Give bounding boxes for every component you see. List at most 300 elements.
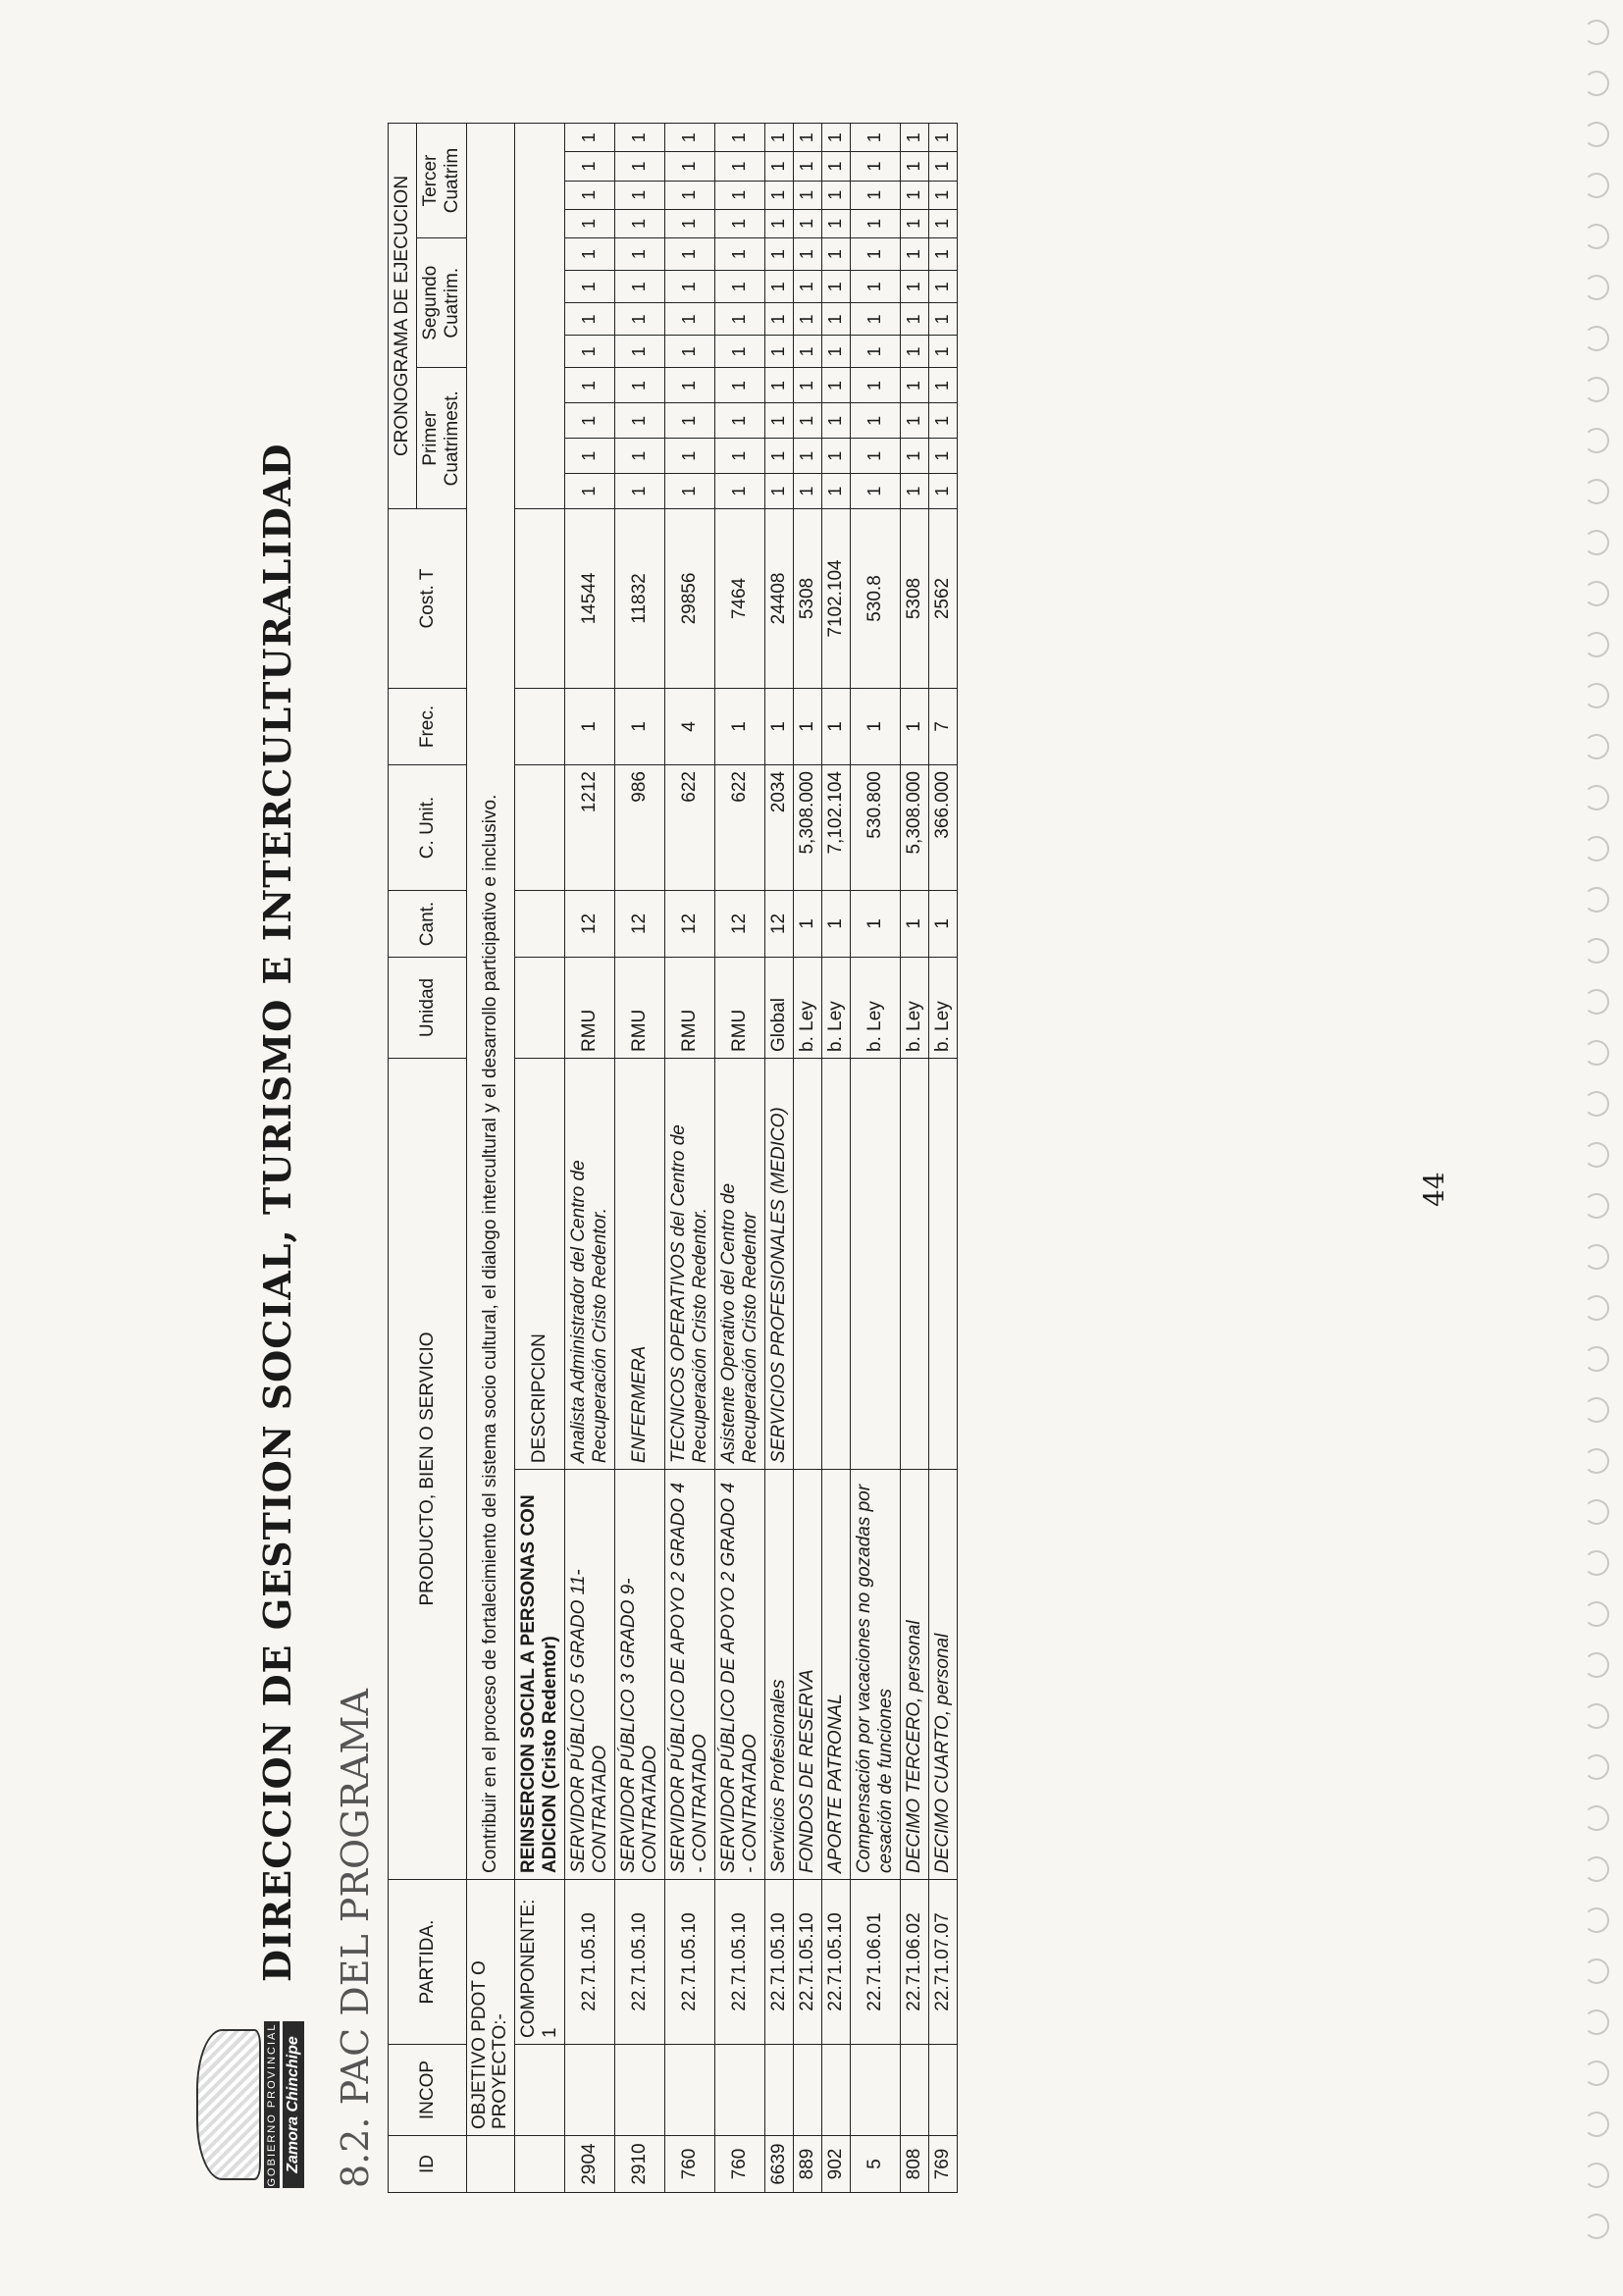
cell-producto: SERVIDOR PÚBLICO DE APOYO 2 GRADO 4 - CONTRATADO	[664, 1470, 714, 1880]
header-cant: Cant.	[389, 891, 467, 958]
main-title: DIRECCION DE GESTION SOCIAL, TURISMO E INTERCULTURALIDAD	[255, 443, 299, 1982]
cronograma-mark: 1	[614, 271, 664, 303]
cell-partida: 22.71.05.10	[614, 1880, 664, 2045]
cronograma-mark: 1	[764, 152, 793, 181]
cronograma-mark: 1	[614, 238, 664, 271]
binder-hole	[1584, 1703, 1609, 1729]
cronograma-mark: 1	[564, 439, 614, 474]
binder-hole	[1584, 1346, 1609, 1372]
cronograma-mark: 1	[664, 439, 714, 474]
cronograma-mark: 1	[900, 209, 928, 237]
cell-incop	[564, 2045, 614, 2136]
cronograma-mark: 1	[821, 439, 850, 474]
componente-id-cell	[514, 2136, 564, 2193]
cronograma-mark: 1	[564, 124, 614, 152]
cronograma-mark: 1	[714, 152, 764, 181]
binder-hole	[1584, 1652, 1609, 1678]
cell-descripcion	[821, 1059, 850, 1470]
cronograma-mark: 1	[928, 368, 957, 403]
cronograma-mark: 1	[821, 124, 850, 152]
cronograma-mark: 1	[614, 209, 664, 237]
binder-hole	[1584, 632, 1609, 657]
cell-descripcion: SERVICIOS PROFESIONALES (MEDICO)	[764, 1059, 793, 1470]
binder-hole	[1584, 173, 1609, 198]
binder-hole	[1584, 1448, 1609, 1474]
logo-line2: Zamora Chinchipe	[283, 2021, 304, 2188]
cronograma-mark: 1	[564, 403, 614, 439]
cell-cant: 1	[900, 891, 928, 958]
binder-hole	[1584, 326, 1609, 351]
cell-frec: 7	[928, 689, 957, 765]
cronograma-mark: 1	[664, 152, 714, 181]
cronograma-mark: 1	[928, 474, 957, 509]
cronograma-mark: 1	[793, 474, 821, 509]
cronograma-mark: 1	[664, 368, 714, 403]
cell-costt: 24408	[764, 509, 793, 689]
cronograma-mark: 1	[564, 238, 614, 271]
cell-descripcion	[900, 1059, 928, 1470]
objetivo-id-cell	[467, 2136, 515, 2193]
cell-partida: 22.71.06.02	[900, 1880, 928, 2045]
binder-hole	[1584, 1193, 1609, 1219]
cronograma-mark: 1	[664, 181, 714, 209]
cell-descripcion	[793, 1059, 821, 1470]
cronograma-mark: 1	[664, 336, 714, 368]
cell-id: 760	[664, 2136, 714, 2193]
componente-label: COMPONENTE: 1	[514, 1880, 564, 2045]
cronograma-mark: 1	[900, 238, 928, 271]
cronograma-mark: 1	[564, 368, 614, 403]
binder-hole	[1584, 1040, 1609, 1066]
header-cunit: C. Unit.	[389, 765, 467, 891]
header-primer: Primer Cuatrimest.	[417, 368, 467, 509]
cell-cant: 1	[821, 891, 850, 958]
cronograma-mark: 1	[850, 124, 900, 152]
cronograma-mark: 1	[821, 209, 850, 237]
binder-hole	[1584, 1550, 1609, 1576]
componente-text: REINSERCION SOCIAL A PERSONAS CON ADICION (Cristo Redentor)	[514, 1470, 564, 1880]
cronograma-mark: 1	[900, 124, 928, 152]
objetivo-text: Contribuir en el proceso de fortalecimiento del sistema socio cultural, el dialogo intercultural y el desarrollo participativo e inclusivo.	[467, 124, 515, 1880]
cell-costt: 14544	[564, 509, 614, 689]
cell-id: 5	[850, 2136, 900, 2193]
cronograma-mark: 1	[564, 271, 614, 303]
cell-costt: 2562	[928, 509, 957, 689]
cell-cunit: 7,102.104	[821, 765, 850, 891]
cell-id: 808	[900, 2136, 928, 2193]
table-row	[900, 124, 928, 2193]
pac-table	[388, 123, 958, 2193]
cronograma-mark: 1	[850, 209, 900, 237]
cronograma-mark: 1	[821, 336, 850, 368]
cronograma-mark: 1	[664, 303, 714, 336]
cell-frec: 1	[793, 689, 821, 765]
cell-partida: 22.71.05.10	[821, 1880, 850, 2045]
cronograma-mark: 1	[900, 181, 928, 209]
cronograma-mark: 1	[714, 271, 764, 303]
binder-hole	[1584, 1907, 1609, 1933]
cronograma-mark: 1	[714, 474, 764, 509]
cell-producto: SERVIDOR PÚBLICO DE APOYO 2 GRADO 4 - CONTRATADO	[714, 1470, 764, 1880]
cronograma-mark: 1	[928, 336, 957, 368]
cronograma-mark: 1	[664, 271, 714, 303]
cell-cant: 12	[764, 891, 793, 958]
binder-hole	[1584, 1805, 1609, 1831]
cell-unidad: Global	[764, 958, 793, 1059]
cronograma-mark: 1	[764, 238, 793, 271]
logo-line1: GOBIERNO PROVINCIAL	[266, 2022, 278, 2187]
header-cronograma: CRONOGRAMA DE EJECUCION	[389, 124, 417, 509]
cell-incop	[850, 2045, 900, 2136]
cronograma-mark: 1	[928, 271, 957, 303]
cronograma-mark: 1	[900, 271, 928, 303]
cell-costt: 7464	[714, 509, 764, 689]
cell-costt: 5308	[900, 509, 928, 689]
table-row	[614, 124, 664, 2193]
cell-incop	[900, 2045, 928, 2136]
cronograma-mark: 1	[793, 303, 821, 336]
binder-hole	[1584, 224, 1609, 249]
header-incop: INCOP	[389, 2045, 467, 2136]
binder-hole	[1584, 122, 1609, 147]
table-row	[664, 124, 714, 2193]
cell-id: 2910	[614, 2136, 664, 2193]
cronograma-mark: 1	[793, 403, 821, 439]
cronograma-mark: 1	[821, 181, 850, 209]
cell-frec: 1	[850, 689, 900, 765]
header-id: ID	[389, 2136, 467, 2193]
cronograma-mark: 1	[714, 238, 764, 271]
cronograma-mark: 1	[793, 368, 821, 403]
cell-unidad: b. Ley	[928, 958, 957, 1059]
cronograma-mark: 1	[614, 124, 664, 152]
cell-unidad: b. Ley	[821, 958, 850, 1059]
cronograma-mark: 1	[764, 303, 793, 336]
cronograma-mark: 1	[850, 303, 900, 336]
cronograma-mark: 1	[564, 474, 614, 509]
header-frec: Frec.	[389, 689, 467, 765]
cell-costt: 29856	[664, 509, 714, 689]
cronograma-mark: 1	[850, 368, 900, 403]
objetivo-label: OBJETIVO PDOT O PROYECTO:-	[467, 1880, 515, 2136]
cell-partida: 22.71.05.10	[714, 1880, 764, 2045]
cell-frec: 1	[564, 689, 614, 765]
cronograma-mark: 1	[900, 336, 928, 368]
cell-incop	[764, 2045, 793, 2136]
cell-partida: 22.71.05.10	[564, 1880, 614, 2045]
cronograma-mark: 1	[764, 439, 793, 474]
binder-hole	[1584, 2061, 1609, 2086]
binder-hole	[1584, 275, 1609, 300]
cronograma-mark: 1	[714, 336, 764, 368]
binder-hole	[1584, 428, 1609, 453]
cell-unidad: RMU	[664, 958, 714, 1059]
cronograma-mark: 1	[764, 209, 793, 237]
cronograma-mark: 1	[793, 439, 821, 474]
cronograma-mark: 1	[714, 368, 764, 403]
binder-hole	[1584, 785, 1609, 810]
cell-producto: SERVIDOR PÚBLICO 3 GRADO 9- CONTRATADO	[614, 1470, 664, 1880]
cronograma-mark: 1	[714, 181, 764, 209]
cell-producto: DECIMO CUARTO, personal	[928, 1470, 957, 1880]
binder-hole	[1584, 479, 1609, 504]
header-partida: PARTIDA.	[389, 1880, 467, 2045]
cell-unidad: b. Ley	[793, 958, 821, 1059]
header-costt: Cost. T	[389, 509, 467, 689]
binder-hole	[1584, 1856, 1609, 1882]
cell-cunit: 622	[714, 765, 764, 891]
binder-hole	[1584, 1754, 1609, 1780]
cronograma-mark: 1	[564, 209, 614, 237]
section-title: 8.2. PAC DEL PROGRAMA	[334, 1689, 377, 2188]
cell-cant: 12	[664, 891, 714, 958]
cronograma-mark: 1	[928, 238, 957, 271]
cronograma-mark: 1	[850, 238, 900, 271]
binder-hole	[1584, 20, 1609, 45]
cell-producto: DECIMO TERCERO, personal	[900, 1470, 928, 1880]
cronograma-mark: 1	[614, 303, 664, 336]
cell-id: 889	[793, 2136, 821, 2193]
table-row	[928, 124, 957, 2193]
cell-unidad: b. Ley	[850, 958, 900, 1059]
cronograma-mark: 1	[900, 368, 928, 403]
cronograma-mark: 1	[821, 368, 850, 403]
cell-cunit: 5,308.000	[793, 765, 821, 891]
cell-unidad: RMU	[614, 958, 664, 1059]
cronograma-mark: 1	[714, 403, 764, 439]
binder-hole	[1584, 683, 1609, 708]
cronograma-mark: 1	[900, 152, 928, 181]
cell-cant: 12	[714, 891, 764, 958]
cronograma-mark: 1	[564, 181, 614, 209]
cronograma-mark: 1	[764, 368, 793, 403]
header-segundo: Segundo Cuatrim.	[417, 238, 467, 368]
cronograma-mark: 1	[928, 209, 957, 237]
cell-id: 902	[821, 2136, 850, 2193]
cronograma-mark: 1	[714, 209, 764, 237]
cell-cant: 12	[564, 891, 614, 958]
cell-id: 6639	[764, 2136, 793, 2193]
cell-partida: 22.71.06.01	[850, 1880, 900, 2045]
binder-hole	[1584, 887, 1609, 913]
cell-producto: SERVIDOR PÚBLICO 5 GRADO 11- CONTRATADO	[564, 1470, 614, 1880]
cronograma-mark: 1	[614, 336, 664, 368]
cell-descripcion: ENFERMERA	[614, 1059, 664, 1470]
cronograma-mark: 1	[928, 181, 957, 209]
cell-cunit: 530.800	[850, 765, 900, 891]
cronograma-mark: 1	[850, 271, 900, 303]
componente-row	[514, 124, 564, 2193]
cell-frec: 1	[614, 689, 664, 765]
cell-unidad: b. Ley	[900, 958, 928, 1059]
cronograma-mark: 1	[564, 152, 614, 181]
cell-partida: 22.71.05.10	[793, 1880, 821, 2045]
table-row	[850, 124, 900, 2193]
table-row	[821, 124, 850, 2193]
cronograma-mark: 1	[664, 238, 714, 271]
binder-hole	[1584, 989, 1609, 1015]
cell-partida: 22.71.05.10	[664, 1880, 714, 2045]
cronograma-mark: 1	[614, 368, 664, 403]
cell-costt: 530.8	[850, 509, 900, 689]
binder-hole	[1584, 530, 1609, 555]
cronograma-mark: 1	[614, 152, 664, 181]
binder-hole	[1584, 581, 1609, 606]
cell-id: 2904	[564, 2136, 614, 2193]
cell-producto: APORTE PATRONAL	[821, 1470, 850, 1880]
binder-hole	[1584, 1397, 1609, 1423]
header-row-1	[389, 124, 417, 2193]
cronograma-mark: 1	[850, 181, 900, 209]
cell-frec: 1	[764, 689, 793, 765]
cronograma-mark: 1	[614, 403, 664, 439]
cronograma-mark: 1	[821, 238, 850, 271]
cell-incop	[793, 2045, 821, 2136]
binder-hole	[1584, 1295, 1609, 1321]
cronograma-mark: 1	[850, 439, 900, 474]
cronograma-mark: 1	[764, 271, 793, 303]
table-row	[764, 124, 793, 2193]
cronograma-mark: 1	[793, 124, 821, 152]
binder-hole	[1584, 1958, 1609, 1984]
cell-cant: 12	[614, 891, 664, 958]
cronograma-mark: 1	[928, 152, 957, 181]
cronograma-mark: 1	[821, 152, 850, 181]
cell-id: 769	[928, 2136, 957, 2193]
binder-hole	[1584, 2009, 1609, 2035]
cell-frec: 1	[714, 689, 764, 765]
cronograma-mark: 1	[614, 181, 664, 209]
cell-cunit: 5,308.000	[900, 765, 928, 891]
cronograma-mark: 1	[614, 439, 664, 474]
binder-hole	[1584, 1499, 1609, 1525]
provincial-logo	[196, 2021, 314, 2188]
cronograma-mark: 1	[793, 152, 821, 181]
cell-costt: 7102.104	[821, 509, 850, 689]
cell-cant: 1	[793, 891, 821, 958]
cell-incop	[714, 2045, 764, 2136]
cronograma-mark: 1	[564, 303, 614, 336]
cell-producto: FONDOS DE RESERVA	[793, 1470, 821, 1880]
cell-descripcion: Analista Administrador del Centro de Recuperación Cristo Redentor.	[564, 1059, 614, 1470]
cell-incop	[664, 2045, 714, 2136]
binder-hole	[1584, 2163, 1609, 2188]
cronograma-mark: 1	[928, 303, 957, 336]
cronograma-mark: 1	[664, 209, 714, 237]
cronograma-mark: 1	[928, 403, 957, 439]
cronograma-mark: 1	[900, 439, 928, 474]
cronograma-mark: 1	[764, 403, 793, 439]
cell-descripcion: Asistente Operativo del Centro de Recuperación Cristo Redentor	[714, 1059, 764, 1470]
table-row	[564, 124, 614, 2193]
cell-unidad: RMU	[564, 958, 614, 1059]
coat-of-arms-icon	[196, 2029, 261, 2180]
cronograma-mark: 1	[664, 474, 714, 509]
cronograma-mark: 1	[614, 474, 664, 509]
page-number: 44	[1418, 1172, 1450, 1207]
cell-partida: 22.71.05.10	[764, 1880, 793, 2045]
table-row	[793, 124, 821, 2193]
cronograma-mark: 1	[850, 152, 900, 181]
cronograma-mark: 1	[664, 124, 714, 152]
cell-cunit: 1212	[564, 765, 614, 891]
cronograma-mark: 1	[714, 303, 764, 336]
cell-unidad: RMU	[714, 958, 764, 1059]
binder-holes	[1576, 20, 1615, 2276]
binder-hole	[1584, 71, 1609, 96]
cronograma-mark: 1	[764, 474, 793, 509]
cell-cunit: 622	[664, 765, 714, 891]
cell-descripcion	[928, 1059, 957, 1470]
cronograma-mark: 1	[764, 124, 793, 152]
header-unidad: Unidad	[389, 958, 467, 1059]
binder-hole	[1584, 2214, 1609, 2239]
cronograma-mark: 1	[850, 403, 900, 439]
cronograma-mark: 1	[850, 336, 900, 368]
cell-cunit: 986	[614, 765, 664, 891]
cronograma-mark: 1	[900, 303, 928, 336]
cell-incop	[821, 2045, 850, 2136]
cronograma-mark: 1	[793, 336, 821, 368]
cell-cant: 1	[928, 891, 957, 958]
cell-costt: 11832	[614, 509, 664, 689]
cell-cunit: 2034	[764, 765, 793, 891]
cronograma-mark: 1	[714, 124, 764, 152]
cell-partida: 22.71.07.07	[928, 1880, 957, 2045]
cell-costt: 5308	[793, 509, 821, 689]
header-tercer: Tercer Cuatrim	[417, 124, 467, 238]
cronograma-mark: 1	[793, 271, 821, 303]
binder-hole	[1584, 377, 1609, 402]
cell-descripcion: TECNICOS OPERATIVOS del Centro de Recuperación Cristo Redentor.	[664, 1059, 714, 1470]
cronograma-mark: 1	[821, 303, 850, 336]
cell-incop	[614, 2045, 664, 2136]
cronograma-mark: 1	[793, 209, 821, 237]
objetivo-row	[467, 124, 515, 2193]
cronograma-mark: 1	[793, 238, 821, 271]
cell-frec: 1	[900, 689, 928, 765]
cronograma-mark: 1	[928, 439, 957, 474]
binder-hole	[1584, 1091, 1609, 1117]
cell-producto: Compensación por vacaciones no gozadas por cesación de funciones	[850, 1470, 900, 1880]
binder-hole	[1584, 1244, 1609, 1270]
rotated-sheet	[196, 98, 1511, 2188]
binder-hole	[1584, 1601, 1609, 1627]
cronograma-mark: 1	[821, 474, 850, 509]
binder-hole	[1584, 1142, 1609, 1168]
cronograma-mark: 1	[714, 439, 764, 474]
cell-incop	[928, 2045, 957, 2136]
binder-hole	[1584, 734, 1609, 759]
cronograma-mark: 1	[850, 474, 900, 509]
cell-frec: 1	[821, 689, 850, 765]
cronograma-mark: 1	[764, 336, 793, 368]
cronograma-mark: 1	[764, 181, 793, 209]
componente-incop-cell	[514, 2045, 564, 2136]
cronograma-mark: 1	[564, 336, 614, 368]
cronograma-mark: 1	[664, 403, 714, 439]
cronograma-mark: 1	[928, 124, 957, 152]
binder-hole	[1584, 2112, 1609, 2137]
cell-descripcion	[850, 1059, 900, 1470]
descripcion-header: DESCRIPCION	[514, 1059, 564, 1470]
table-row	[714, 124, 764, 2193]
cronograma-mark: 1	[900, 474, 928, 509]
cronograma-mark: 1	[821, 271, 850, 303]
binder-hole	[1584, 836, 1609, 861]
binder-hole	[1584, 938, 1609, 964]
cronograma-mark: 1	[900, 403, 928, 439]
